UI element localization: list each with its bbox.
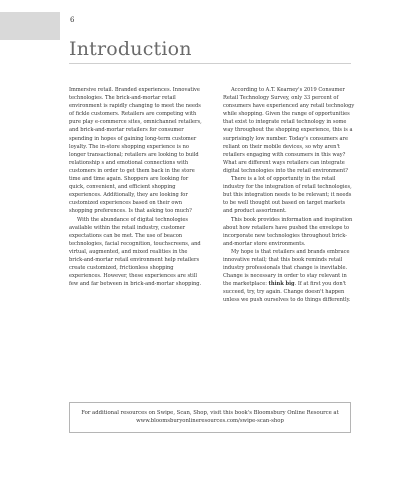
right-column	[223, 86, 356, 305]
emphasis-text: think big	[268, 281, 295, 288]
resources-text: For additional resources on Swipe, Scan, Shop, visit this book's Bloomsbury Online Resource at	[81, 410, 339, 416]
online-resources-box	[69, 402, 351, 433]
title-rule	[69, 63, 351, 64]
paragraph: According to A.T. Kearney's 2019 Consumer Retail Technology Survey, only 33 percent of consumers have experienced any retail technology while shopping. Given the range of opportunities that exist to integrate retail technology in some way throughout the shopping experience, this is a surprisingly low number. Today's consumers are reliant on their mobile devices, so why aren't retailers engaging with consumers in this way? What are different ways retailers can integrate digital technologies into the retail environment?	[223, 87, 355, 174]
page-number: 6	[70, 16, 75, 24]
resources-url[interactable]: www.bloomsburyonlineresources.com/swipe-scan-shop	[136, 418, 284, 424]
paragraph: Immersive retail. Branded experiences. Innovative technologies. The brick-and-mortar retail environment is rapidly changing to meet the needs of fickle customers. Retailers are competing with pure play e-commerce sites, omnichannel retailers, and brick-and-mortar retailers for consumer spending in hopes of gaining long-term customer loyalty. The in-store shopping experience is no longer transactional; retailers are looking to build relationship s and emotional connections with customers in order to get them back in the store time and time again. Shoppers are looking for quick, convenient, and efficient shopping experiences. Additionally, they are looking for customized experiences based on their own shopping preferences. Is that asking too much?	[69, 87, 202, 215]
paragraph-text: . If at first you don't succeed, try, try again. Change doesn't happen unless we push ourselves to do things differently.	[223, 281, 351, 304]
paragraph: This book provides information and inspiration about how retailers have pushed the envelope to incorporate new technologies throughout brick-and-mortar store environments.	[223, 216, 353, 247]
paragraph: With the abundance of digital technologies available within the retail industry, customer expectations can be met. The use of beacon technologies, facial recognition, touchscreens, and virtual, augmented, and mixed realities in the brick-and-mortar retail environment help retailers create customized, frictionless shopping experiences. However, these experiences are still few and far between in brick-and-mortar shopping.	[69, 216, 202, 288]
page-tab	[0, 12, 60, 40]
paragraph-text: My hope is that retailers and brands embrace innovative retail; that this book reminds retail industry professionals that change is inevitable. Change is necessary in order to stay relevant in the marketplace:	[223, 248, 350, 288]
paragraph: There is a lot of opportunity in the retail industry for the integration of retail technologies, but this integration needs to be relevant; it needs to be well thought out based on target markets and product assortment.	[223, 176, 352, 215]
left-column	[69, 86, 202, 288]
page-title: Introduction	[69, 38, 192, 60]
paragraph	[223, 248, 356, 305]
